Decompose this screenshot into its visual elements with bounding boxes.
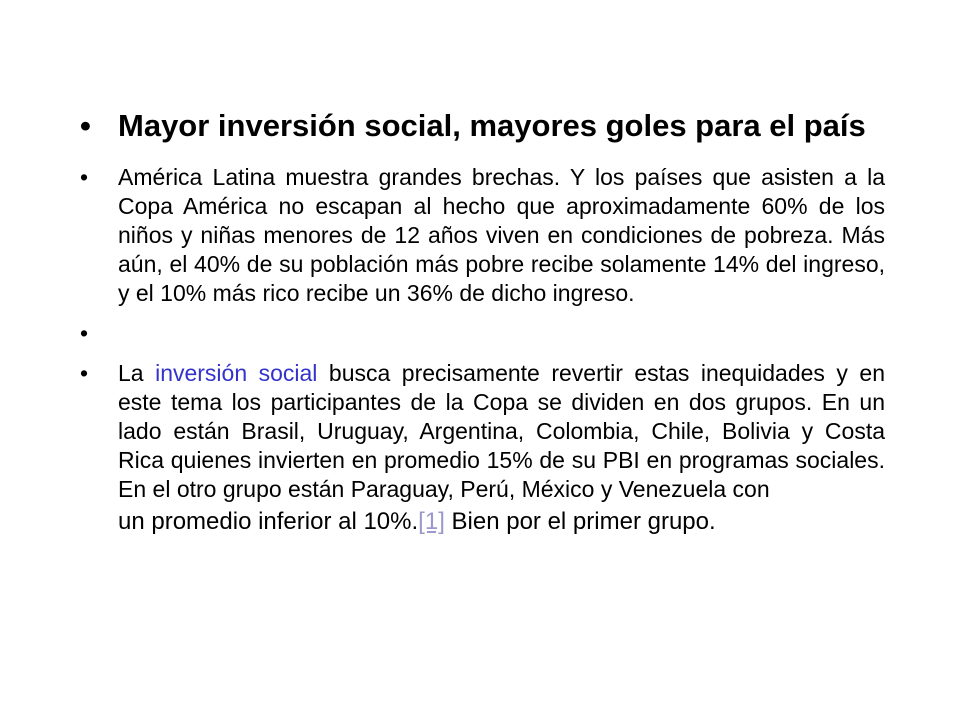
paragraph-1-text: América Latina muestra grandes brechas. Y los países que asisten a la Copa América no escapan al hecho que aproximadamente 60% de los niños y niñas menores de 12 años viven en condiciones de pobreza. Más aún, el 40% de su población más pobre recibe solamente 14% del ingreso, y el 10% más rico recibe un 36% de dicho ingreso. bbox=[118, 164, 885, 306]
paragraph-2-last-line bbox=[118, 504, 885, 540]
paragraph-bullet-1 bbox=[80, 163, 885, 308]
title-bullet bbox=[80, 108, 885, 144]
bullet-dot: • bbox=[80, 108, 91, 143]
paragraph-2-body: busca precisamente revertir estas inequidades y en este tema los participantes de la Copa se dividen en dos grupos. En un lado están Brasil, Uruguay, Argentina, Colombia, Chile, Bolivia y Costa Rica quienes invierten en promedio 15% de su PBI en programas sociales. En el otro grupo están Paraguay, Perú, México y Venezuela con bbox=[118, 360, 885, 502]
slide-title: Mayor inversión social, mayores goles para el país bbox=[118, 108, 866, 143]
bullet-dot: • bbox=[80, 164, 89, 190]
paragraph-bullet-2 bbox=[80, 359, 885, 540]
inversion-social-highlight: inversión social bbox=[155, 360, 318, 386]
footnote-link[interactable]: [1] bbox=[418, 508, 445, 535]
bullet-dot: • bbox=[80, 360, 89, 386]
paragraph-2-last-line-start: un promedio inferior al 10%. bbox=[118, 508, 419, 535]
paragraph-2-last-line-end: Bien por el primer grupo. bbox=[444, 508, 716, 535]
empty-bullet bbox=[80, 319, 885, 348]
slide-content bbox=[80, 108, 885, 540]
bullet-dot: • bbox=[80, 320, 89, 346]
paragraph-2-lead: La bbox=[118, 360, 156, 386]
